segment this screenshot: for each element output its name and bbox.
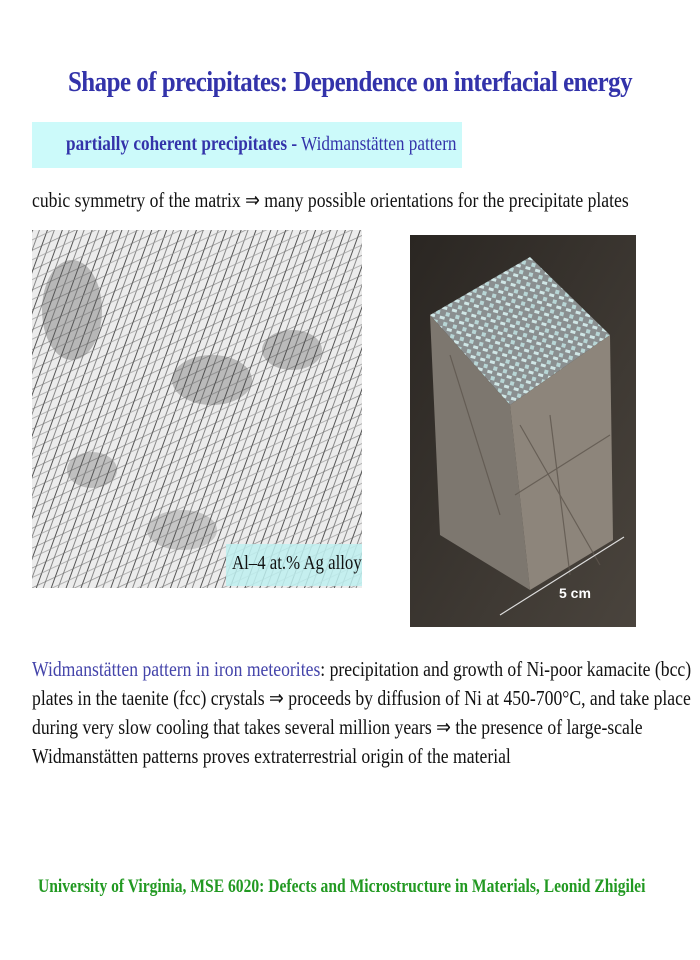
- paragraph-line-3: during very slow cooling that takes several million years ⇒ the presence of large-scale: [32, 715, 643, 739]
- footer-credit: University of Virginia, MSE 6020: Defects and Microstructure in Materials, Leonid Zhigilei: [38, 876, 646, 897]
- paragraph-line-1-rest: : precipitation and growth of Ni-poor kamacite (bcc): [320, 657, 692, 681]
- left-image-caption: Al–4 at.% Ag alloy: [232, 552, 362, 574]
- symmetry-statement: cubic symmetry of the matrix ⇒ many possible orientations for the precipitate plates: [32, 188, 629, 212]
- iron-meteorite-photo: [410, 235, 636, 627]
- paragraph-line-2: plates in the taenite (fcc) crystals ⇒ proceeds by diffusion of Ni at 450-700°C, and take place: [32, 686, 691, 710]
- subtitle-bold: partially coherent precipitates -: [66, 133, 298, 155]
- al-ag-micrograph-image: [32, 230, 362, 588]
- scale-bar-label: 5 cm: [559, 585, 591, 601]
- paragraph-line-1: [32, 655, 692, 684]
- subtitle-normal: Widmanstätten pattern: [297, 133, 457, 155]
- micrograph-pattern-icon: [32, 230, 362, 588]
- meteorite-paragraph: [32, 655, 692, 771]
- meteorite-cube-icon: [410, 235, 636, 627]
- paragraph-highlight: Widmanstätten pattern in iron meteorites: [32, 657, 321, 681]
- subtitle: [66, 133, 457, 156]
- paragraph-line-4: Widmanstätten patterns proves extraterrestrial origin of the material: [32, 744, 511, 768]
- slide-title: Shape of precipitates: Dependence on interfacial energy: [67, 66, 633, 98]
